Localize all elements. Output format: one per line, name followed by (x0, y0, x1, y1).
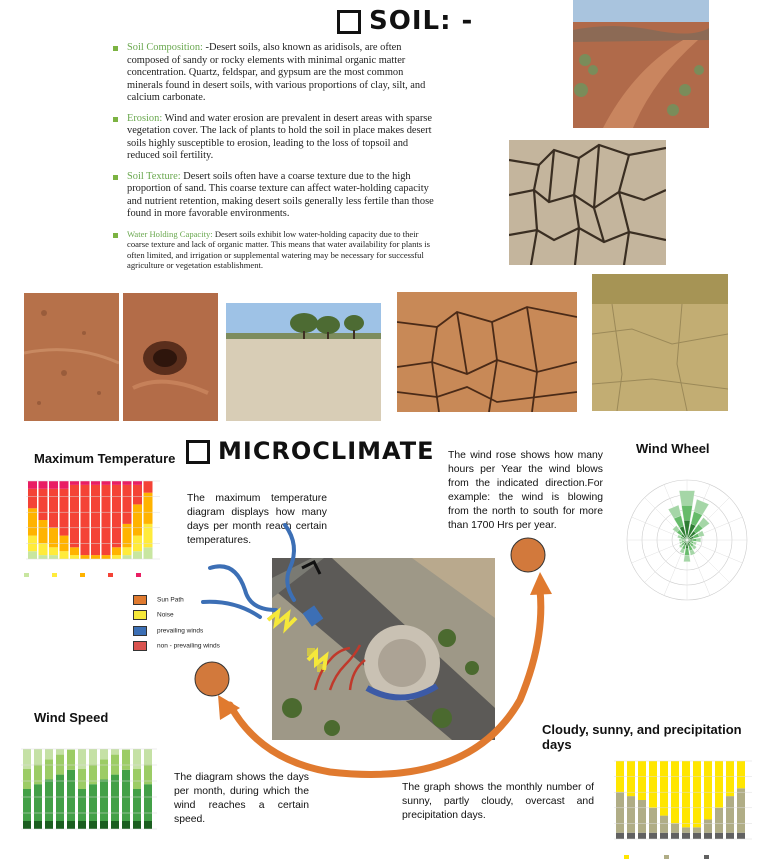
cloud-bar-segment (715, 808, 723, 833)
soil-texture-text: Desert soils often have a coarse texture due to the high proportion of sand. This coarse texture can affect water-holding capacity and nutrient retention, making desert soils generally less fertile than those found in more favorable environments. (127, 170, 434, 219)
temperature-bar-segment (39, 520, 48, 543)
soil-title: SOIL: - (337, 6, 473, 36)
wind-speed-bar-segment (100, 821, 108, 829)
temperature-bar-segment (28, 481, 37, 489)
cloud-bar-segment (638, 761, 646, 800)
cloud-bar-segment (737, 788, 745, 832)
temperature-bar-segment (60, 481, 69, 489)
wind-speed-bar-segment (122, 821, 130, 829)
wind-speed-bar-segment (23, 821, 31, 829)
cloud-bar-segment (660, 833, 668, 839)
temperature-bar-segment (28, 489, 37, 509)
wind-speed-bar-segment (45, 821, 53, 829)
wind-speed-bar-segment (45, 749, 53, 759)
temperature-bar-segment (70, 547, 79, 555)
wind-speed-description: The diagram shows the days per month, during which the wind reaches a certain speed. (174, 772, 309, 825)
cloudy-sunny-heading: Cloudy, sunny, and precipitation days (542, 722, 742, 752)
cloud-bar-segment (649, 833, 657, 839)
cloud-bar-segment (726, 796, 734, 833)
site-aerial-map (272, 558, 495, 740)
bullet-icon (113, 175, 118, 180)
cloud-bar-segment (627, 761, 635, 796)
cloud-bar-segment (737, 761, 745, 788)
cloud-bar-segment (671, 823, 679, 832)
wind-speed-bar-segment (111, 821, 119, 829)
temperature-bar-segment (91, 485, 100, 555)
cloud-bar-segment (682, 833, 690, 839)
wind-speed-bar-segment (100, 749, 108, 759)
desert-landscape-photo (573, 0, 709, 128)
cloud-bar-segment (627, 796, 635, 833)
max-temperature-heading: Maximum Temperature (34, 451, 176, 466)
legend-item-sun-path: Sun Path (133, 595, 184, 605)
list-item (113, 229, 438, 271)
soil-texture-label: Soil Texture: (127, 170, 181, 182)
wind-speed-bar-segment (111, 755, 119, 775)
sandy-soil-texture-photo (24, 293, 119, 421)
cloud-bar-segment (682, 827, 690, 832)
temperature-bar-segment (133, 485, 142, 505)
wind-speed-bar-segment (144, 749, 152, 764)
temperature-bar-segment (133, 504, 142, 535)
max-temperature-chart (10, 475, 170, 587)
legend-swatch (108, 573, 113, 577)
legend-item-non-prevailing-winds: non - prevailing winds (133, 641, 220, 651)
wind-speed-bar-segment (144, 784, 152, 821)
temperature-bar-segment (91, 481, 100, 485)
wind-speed-bar-segment (78, 789, 86, 821)
wind-speed-bar-segment (78, 749, 86, 769)
wind-speed-bar-segment (133, 769, 141, 789)
wind-speed-bar-segment (34, 784, 42, 821)
checkbox-icon (337, 10, 361, 34)
wind-speed-bar-segment (56, 775, 64, 821)
water-holding-text: Desert soils exhibit low water-holding capacity due to their coarse texture and lack of organic matter. This means that water availability for plants is often limited, and irrigation or supplemental watering may be necessary for successful agriculture or vegetation establishment. (127, 228, 430, 270)
temperature-bar-segment (70, 481, 79, 485)
wind-speed-bar-segment (100, 779, 108, 821)
soil-composition-label: Soil Composition: (127, 42, 203, 53)
wind-speed-bar-segment (56, 749, 64, 755)
temperature-bar-segment (112, 555, 121, 559)
temperature-bar-segment (133, 551, 142, 559)
bullet-icon (113, 117, 118, 122)
temperature-bar-segment (102, 555, 111, 559)
wind-speed-bar-segment (133, 789, 141, 821)
site-analysis-legend (133, 595, 263, 655)
checkbox-icon (186, 440, 210, 464)
water-holding-label: Water Holding Capacity: (127, 228, 213, 239)
legend-swatch (704, 855, 709, 859)
erosion-text: Wind and water erosion are prevalent in desert areas with sparse vegetation cover. The lack of plants to hold the soil in place makes desert soils highly susceptible to erosion, leading to the loss of topsoil and reduced soil fertility. (127, 112, 432, 161)
wind-speed-bar-segment (34, 749, 42, 764)
temperature-bar-segment (123, 481, 132, 485)
temperature-bar-segment (49, 547, 58, 555)
cloud-bar-segment (660, 816, 668, 833)
desert-trees-photo (226, 303, 381, 421)
temperature-bar-segment (39, 481, 48, 489)
noise-swatch (133, 610, 147, 620)
soil-burrow-photo (123, 293, 218, 421)
soil-description-list (113, 42, 438, 279)
cloud-bar-segment (726, 761, 734, 796)
cloud-bar-segment (671, 833, 679, 839)
list-item (113, 171, 438, 221)
legend-swatch (624, 855, 629, 859)
wind-speed-bar-segment (67, 821, 75, 829)
prevailing-winds-swatch (133, 626, 147, 636)
temperature-bar-segment (39, 555, 48, 559)
microclimate-title: MICROCLIMATE (186, 437, 435, 465)
legend-item-prevailing-winds: prevailing winds (133, 626, 203, 636)
temperature-bar-segment (102, 481, 111, 485)
wind-speed-bar-segment (111, 775, 119, 821)
cloud-bar-segment (682, 761, 690, 827)
temperature-bar-segment (81, 485, 90, 555)
legend-item-noise: Noise (133, 610, 174, 620)
temperature-bar-segment (133, 481, 142, 485)
temperature-bar-segment (112, 485, 121, 547)
cloud-bar-segment (693, 833, 701, 839)
legend-swatch (80, 573, 85, 577)
cloud-bar-segment (737, 833, 745, 839)
cloud-bar-segment (704, 761, 712, 820)
wind-speed-bar-segment (45, 779, 53, 821)
temperature-bar-segment (28, 551, 37, 559)
list-item (113, 113, 438, 163)
dry-soil-surface-photo (592, 274, 728, 411)
temperature-bar-segment (49, 489, 58, 528)
bullet-icon (113, 233, 118, 238)
temperature-bar-segment (70, 555, 79, 559)
temperature-bar-segment (123, 547, 132, 555)
temperature-bar-segment (60, 551, 69, 559)
wind-speed-bar-segment (34, 821, 42, 829)
wind-speed-bar-segment (122, 750, 130, 770)
temperature-bar-segment (123, 485, 132, 524)
wind-speed-bar-segment (89, 821, 97, 829)
temperature-bar-segment (49, 528, 58, 548)
cracked-dry-soil-photo (509, 140, 666, 265)
temperature-bar-segment (102, 485, 111, 555)
cloud-bar-segment (693, 761, 701, 827)
temperature-bar-segment (81, 481, 90, 485)
temperature-bar-segment (112, 547, 121, 555)
temperature-bar-segment (39, 543, 48, 555)
cloud-bar-segment (726, 833, 734, 839)
cloud-bar-segment (704, 820, 712, 833)
cloudy-sunny-description: The graph shows the monthly number of sunny, partly cloudy, overcast and precipitation days. (402, 782, 594, 821)
wind-speed-bar-segment (56, 821, 64, 829)
wind-rose-description: The wind rose shows how many hours per Year the wind blows from the indicated direction.For example: the wind is blowing from the north to south for more than 1700 Hrs per year. (448, 450, 603, 531)
cloud-bar-segment (638, 800, 646, 833)
temperature-bar-segment (112, 481, 121, 485)
wind-speed-chart (5, 745, 165, 860)
wind-speed-bar-segment (78, 769, 86, 789)
temperature-bar-segment (91, 555, 100, 559)
wind-speed-bar-segment (111, 749, 119, 755)
cloud-bar-segment (649, 808, 657, 833)
wind-speed-bar-segment (23, 749, 31, 769)
wind-speed-bar-segment (23, 789, 31, 821)
wind-speed-bar-segment (133, 821, 141, 829)
wind-speed-bar-segment (23, 769, 31, 789)
legend-swatch (664, 855, 669, 859)
cloud-bar-segment (638, 833, 646, 839)
non-prevailing-winds-swatch (133, 641, 147, 651)
soil-composition-text: -Desert soils, also known as aridisols, are often composed of sandy or rocky elements with minimal organic matter concentration. Quartz, feldspar, and gypsum are the most common minerals found in desert soils, with various proportions of clay, silt, and calcium carbonate. (127, 42, 426, 103)
cloud-bar-segment (715, 833, 723, 839)
temperature-bar-segment (81, 555, 90, 559)
cracked-clay-photo (397, 292, 577, 412)
wind-speed-bar-segment (45, 759, 53, 779)
wind-speed-bar-segment (56, 755, 64, 775)
temperature-bar-segment (49, 481, 58, 489)
wind-speed-bar-segment (67, 750, 75, 770)
cloud-bar-segment (616, 833, 624, 839)
cloudy-sunny-chart (598, 755, 763, 865)
wind-wheel-chart (612, 465, 762, 615)
wind-speed-bar-segment (89, 749, 97, 764)
wind-speed-bar-segment (144, 821, 152, 829)
cloud-bar-segment (704, 833, 712, 839)
legend-swatch (52, 573, 57, 577)
temperature-bar-segment (144, 547, 153, 559)
wind-speed-bar-segment (67, 770, 75, 821)
wind-speed-bar-segment (78, 821, 86, 829)
sun-path-swatch (133, 595, 147, 605)
erosion-label: Erosion: (127, 112, 163, 124)
temperature-bar-segment (144, 481, 153, 493)
wind-wheel-heading: Wind Wheel (636, 441, 710, 456)
wind-speed-heading: Wind Speed (34, 710, 109, 725)
list-item (113, 42, 438, 105)
temperature-bar-segment (70, 485, 79, 547)
temperature-bar-segment (39, 489, 48, 520)
temperature-bar-segment (49, 555, 58, 559)
temperature-bar-segment (123, 555, 132, 559)
cloud-bar-segment (660, 761, 668, 816)
cloud-bar-segment (715, 761, 723, 808)
legend-swatch (136, 573, 141, 577)
legend-swatch (24, 573, 29, 577)
temperature-bar-segment (144, 524, 153, 547)
cloud-bar-segment (627, 833, 635, 839)
wind-speed-bar-segment (122, 770, 130, 821)
wind-speed-bar-segment (89, 784, 97, 821)
cloud-bar-segment (693, 827, 701, 832)
wind-speed-bar-segment (133, 749, 141, 769)
cloud-bar-segment (649, 761, 657, 808)
wind-speed-bar-segment (100, 759, 108, 779)
temperature-bar-segment (123, 524, 132, 547)
cloud-bar-segment (616, 792, 624, 833)
temperature-bar-segment (144, 493, 153, 524)
max-temperature-description: The maximum temperature diagram displays how many days per month reach certain temperatures. (187, 493, 327, 546)
bullet-icon (113, 46, 118, 51)
